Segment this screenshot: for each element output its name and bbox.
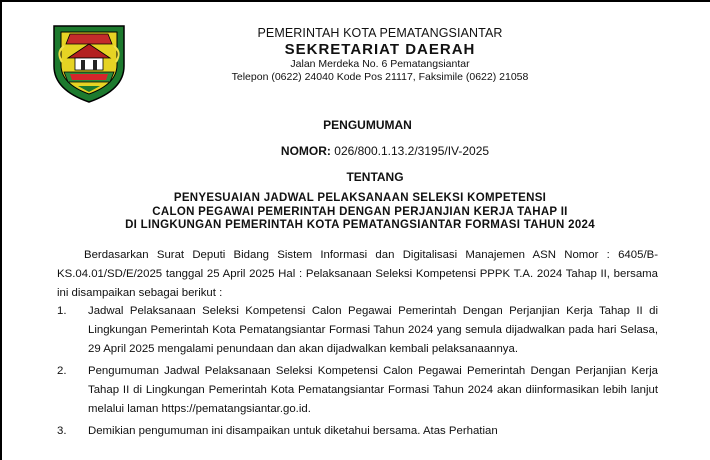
title-line-2: CALON PEGAWAI PEMERINTAH DENGAN PERJANJIAN KERJA TAHAP II (152, 205, 568, 218)
letterhead (150, 26, 610, 84)
announcement-number (30, 144, 710, 158)
list-item (57, 362, 658, 419)
announcement-items (57, 302, 658, 444)
item-number: 1. (57, 305, 67, 317)
title-line-1: PENYESUAIAN JADWAL PELAKSANAAN SELEKSI KOMPETENSI (173, 192, 547, 204)
about-label: TENTANG (346, 170, 404, 184)
title-line-3: DI LINGKUNGAN PEMERINTAH KOTA PEMATANGSIANTAR FORMASI TAHUN 2024 (125, 219, 595, 231)
letterhead-address: Jalan Merdeka No. 6 Pematangsiantar (290, 58, 470, 70)
city-emblem-icon (48, 22, 130, 104)
number-label: NOMOR: (280, 144, 331, 158)
announcement-heading: PENGUMUMAN (323, 118, 412, 132)
item-text: Pengumuman Jadwal Pelaksanaan Seleksi Kompetensi Calon Pegawai Pemerintah Dengan Perjanjian Kerja Tahap II di Lingkungan Pemerintah Kota Pematangsiantar Formasi Tahun 2024 akan diinformasikan lebih lanjut melalui laman https://pematangsiantar.go.id. (88, 365, 658, 415)
list-item (57, 422, 658, 441)
letterhead-government: PEMERINTAH KOTA PEMATANGSIANTAR (257, 26, 503, 40)
letterhead-office: SEKRETARIAT DAERAH (284, 41, 476, 58)
item-text: Jadwal Pelaksanaan Seleksi Kompetensi Calon Pegawai Pemerintah Dengan Perjanjian Kerja Tahap II di Lingkungan Pemerintah Kota Pematangsiantar Formasi Tahun 2024 yang semula dijadwalkan pada hari Selasa, 29 April 2025 mengalami penundaan dan akan dijadwalkan kembali pelaksanaannya. (88, 305, 658, 355)
page-border-left (0, 0, 2, 460)
list-item (57, 302, 658, 359)
page-border-top (0, 0, 710, 2)
number-value: 026/800.1.13.2/3195/IV-2025 (334, 144, 490, 158)
item-text: Demikian pengumuman ini disampaikan untuk diketahui bersama. Atas Perhatian (88, 425, 498, 437)
item-number: 3. (57, 425, 67, 437)
item-number: 2. (57, 365, 67, 377)
announcement-title (40, 192, 680, 233)
intro-paragraph: Berdasarkan Surat Deputi Bidang Sistem Informasi dan Digitalisasi Manajemen ASN Nomor : 6405/B-KS.04.01/SD/E/2025 tanggal 25 April 2025 Hal : Pelaksanaan Seleksi Kompetensi PPPK T.A. 2024 Tahap II, bersama ini disampaikan sebagai berikut : (57, 249, 658, 299)
letterhead-contact: Telepon (0622) 24040 Kode Pos 21117, Faksimile (0622) 21058 (231, 71, 529, 83)
